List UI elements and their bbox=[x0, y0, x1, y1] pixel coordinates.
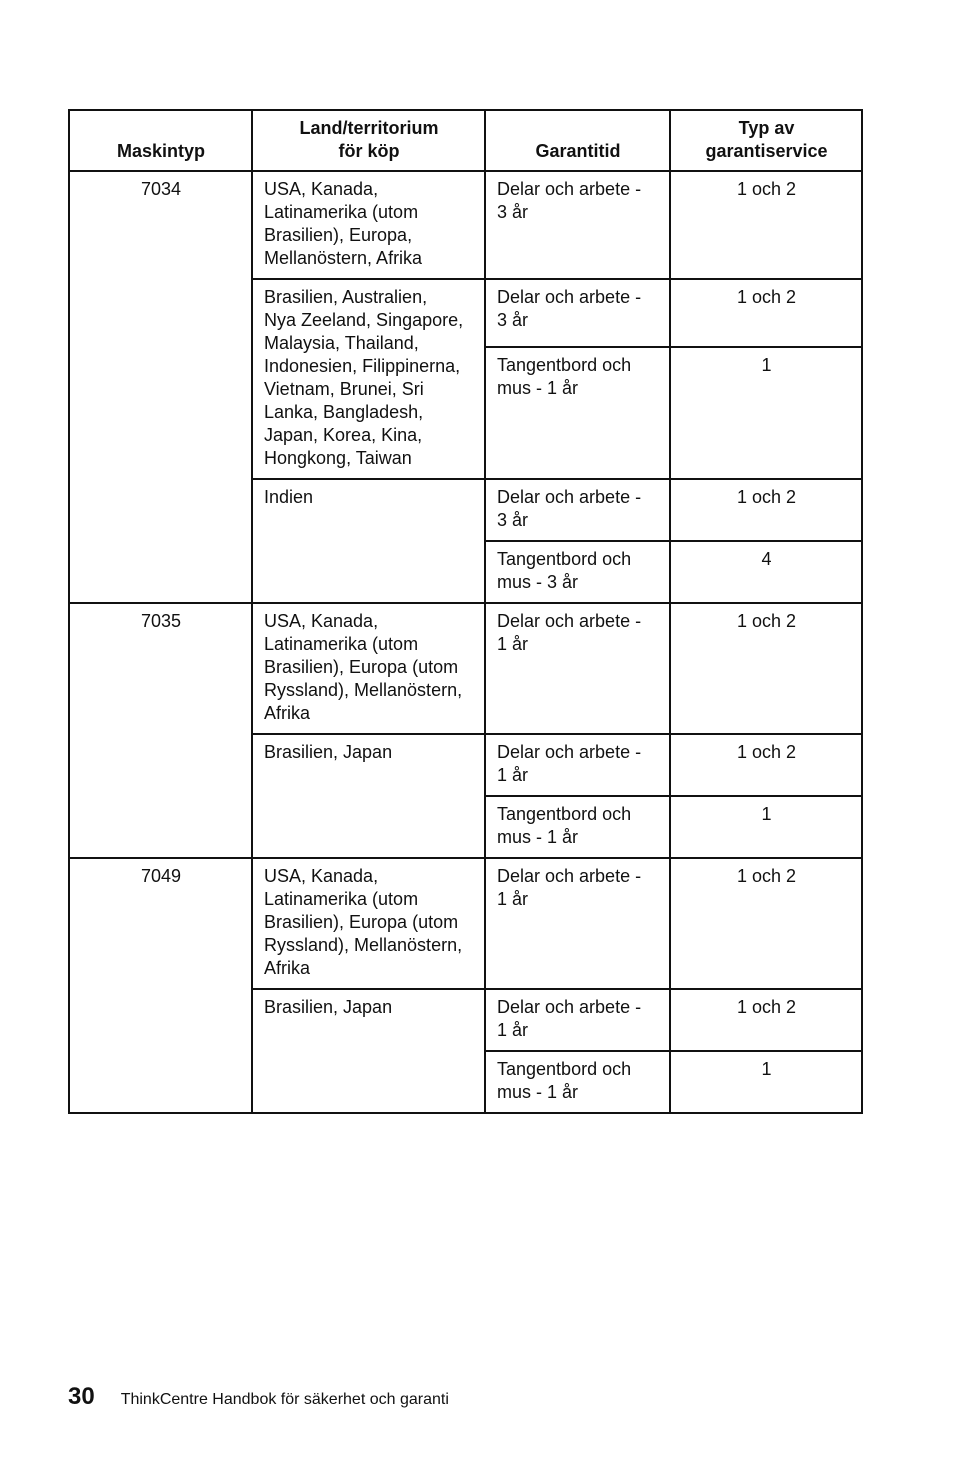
country-cell: USA, Kanada, Latinamerika (utom Brasilien), Europa (utom Ryssland), Mellanöstern, Afrika bbox=[252, 603, 485, 734]
warranty-period-cell: Delar och arbete - 3 år bbox=[485, 279, 670, 347]
warranty-period-cell: Delar och arbete - 3 år bbox=[485, 171, 670, 279]
service-type-cell: 1 bbox=[670, 347, 862, 479]
country-cell: USA, Kanada, Latinamerika (utom Brasilien), Europa, Mellanöstern, Afrika bbox=[252, 171, 485, 279]
machine-type-cell: 7035 bbox=[69, 603, 252, 858]
table-row bbox=[69, 603, 862, 734]
warranty-period-cell: Delar och arbete - 1 år bbox=[485, 858, 670, 989]
country-cell: USA, Kanada, Latinamerika (utom Brasilien), Europa (utom Ryssland), Mellanöstern, Afrika bbox=[252, 858, 485, 989]
warranty-period-cell: Delar och arbete - 1 år bbox=[485, 734, 670, 796]
warranty-period-cell: Tangentbord och mus - 1 år bbox=[485, 796, 670, 858]
machine-type-cell: 7049 bbox=[69, 858, 252, 1113]
country-cell: Brasilien, Japan bbox=[252, 734, 485, 858]
warranty-period-cell: Delar och arbete - 1 år bbox=[485, 603, 670, 734]
service-type-cell: 1 och 2 bbox=[670, 603, 862, 734]
warranty-period-cell: Tangentbord och mus - 1 år bbox=[485, 347, 670, 479]
table-row bbox=[69, 171, 862, 279]
machine-type-cell: 7034 bbox=[69, 171, 252, 603]
warranty-period-cell: Tangentbord och mus - 3 år bbox=[485, 541, 670, 603]
header-service-type: Typ av garantiservice bbox=[670, 110, 862, 171]
service-type-cell: 1 och 2 bbox=[670, 279, 862, 347]
table-row bbox=[69, 858, 862, 989]
warranty-period-cell: Delar och arbete - 1 år bbox=[485, 989, 670, 1051]
service-type-cell: 1 och 2 bbox=[670, 858, 862, 989]
book-title: ThinkCentre Handbok för säkerhet och garanti bbox=[120, 1391, 449, 1408]
page-number: 30 bbox=[68, 1383, 95, 1410]
country-cell: Brasilien, Japan bbox=[252, 989, 485, 1113]
service-type-cell: 1 bbox=[670, 1051, 862, 1113]
header-country: Land/territorium för köp bbox=[252, 110, 485, 171]
country-cell: Brasilien, Australien, Nya Zeeland, Singapore, Malaysia, Thailand, Indonesien, Filippinerna, Vietnam, Brunei, Sri Lanka, Bangladesh, Japan, Korea, Kina, Hongkong, Taiwan bbox=[252, 279, 485, 479]
page-footer bbox=[68, 1383, 449, 1411]
warranty-period-cell: Tangentbord och mus - 1 år bbox=[485, 1051, 670, 1113]
service-type-cell: 1 och 2 bbox=[670, 989, 862, 1051]
warranty-table bbox=[68, 109, 863, 1114]
table-header-row bbox=[69, 110, 862, 171]
header-machine-type: Maskintyp bbox=[69, 110, 252, 171]
header-warranty-period: Garantitid bbox=[485, 110, 670, 171]
warranty-period-cell: Delar och arbete - 3 år bbox=[485, 479, 670, 541]
service-type-cell: 1 bbox=[670, 796, 862, 858]
country-cell: Indien bbox=[252, 479, 485, 603]
service-type-cell: 4 bbox=[670, 541, 862, 603]
service-type-cell: 1 och 2 bbox=[670, 734, 862, 796]
service-type-cell: 1 och 2 bbox=[670, 479, 862, 541]
service-type-cell: 1 och 2 bbox=[670, 171, 862, 279]
